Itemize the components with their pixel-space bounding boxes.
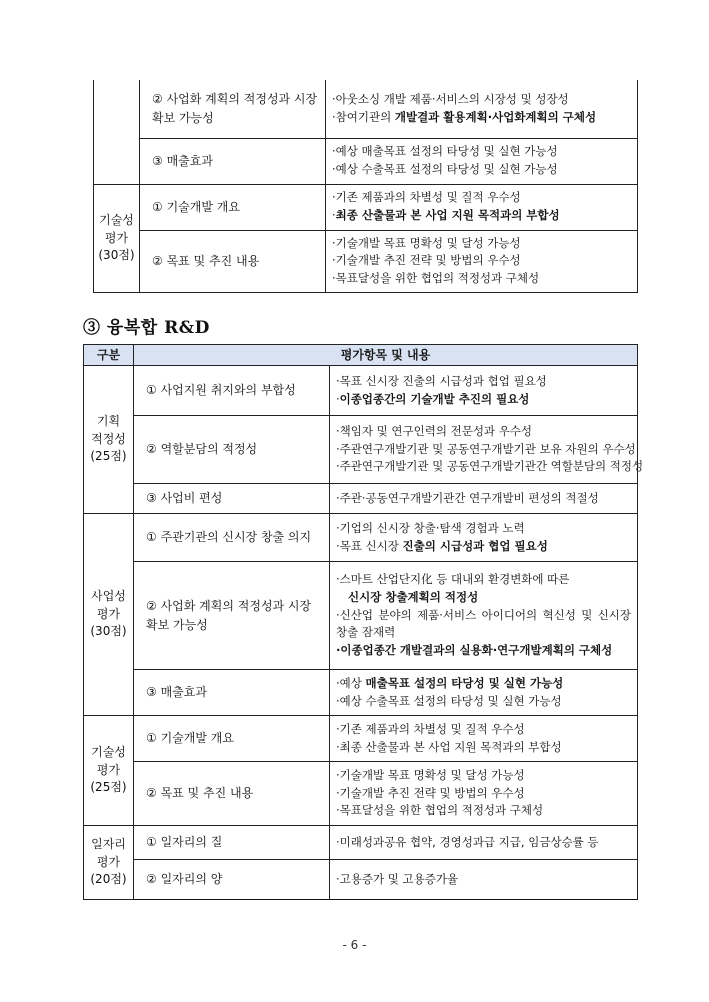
category-cell: 사업성 평가 (30점) (84, 514, 134, 716)
desc-text: ·기술개발 목표 명확성 및 달성 가능성 (332, 235, 521, 250)
desc-text: ·목표달성을 위한 협업의 적정성과 구체성 (336, 803, 544, 818)
item-cell: ③ 매출효과 (134, 670, 330, 716)
desc-line (336, 642, 631, 660)
desc-line (332, 270, 631, 288)
item-cell: ① 주관기관의 신시장 창출 의지 (134, 514, 330, 562)
item-cell: ② 사업화 계획의 적정성과 시장 확보 가능성 (140, 80, 326, 138)
page-number: - 6 - (342, 938, 367, 952)
desc-text: ·목표달성을 위한 협업의 적정성과 구체성 (332, 271, 540, 286)
category-cell (94, 80, 140, 184)
desc-text: 이종업종간의 기술개발 추진의 필요성 (339, 391, 530, 406)
desc-cell (330, 670, 638, 716)
item-cell: ① 일자리의 질 (134, 826, 330, 860)
item-cell: ③ 매출효과 (140, 138, 326, 184)
desc-line (336, 490, 631, 508)
desc-text: ·책임자 및 연구인력의 전문성과 우수성 (336, 423, 533, 438)
desc-line (332, 161, 631, 179)
item-cell: ② 목표 및 추진 내용 (134, 762, 330, 826)
desc-text: 개발결과 활용계획·사업화계획의 구체성 (394, 109, 597, 124)
desc-cell (326, 184, 638, 230)
desc-line (336, 458, 644, 476)
desc-text: ·기업의 신시장 창출·탐색 경험과 노력 (336, 520, 525, 535)
table-row (84, 670, 638, 716)
desc-line (336, 520, 631, 538)
item-cell: ① 기술개발 개요 (134, 716, 330, 762)
desc-text: ·기존 제품과의 차별성 및 질적 우수성 (332, 190, 521, 205)
desc-text: ·주관·공동연구개발기관간 연구개발비 편성의 적절성 (336, 490, 599, 505)
desc-text: ·최종 산출물과 본 사업 지원 목적과의 부합성 (336, 739, 562, 754)
desc-text: ·예상 수출목표 설정의 타당성 및 실현 가능성 (336, 693, 562, 708)
desc-cell (330, 416, 644, 484)
table-header-row (84, 345, 638, 366)
desc-text: ·신산업 분야의 제품·서비스 아이디어의 혁신성 및 신시장 창출 잠재력 (336, 607, 631, 640)
item-cell: ① 사업지원 취지와의 부합성 (134, 366, 330, 416)
desc-text: ·기존 제품과의 차별성 및 질적 우수성 (336, 721, 525, 736)
desc-cell (326, 138, 638, 184)
desc-text: ·기술개발 추진 전략 및 방법의 우수성 (332, 253, 521, 268)
desc-line (336, 607, 631, 643)
category-cell: 기술성 평가 (25점) (84, 716, 134, 826)
header-content: 평가항목 및 내용 (134, 345, 638, 366)
table-row (84, 762, 638, 826)
item-cell: ② 일자리의 양 (134, 860, 330, 900)
desc-line (336, 785, 631, 803)
item-cell: ③ 사업비 편성 (134, 484, 330, 514)
desc-line (336, 721, 631, 739)
table-row (84, 366, 638, 416)
desc-line (336, 391, 631, 409)
desc-line (336, 739, 631, 757)
desc-line (336, 538, 631, 556)
desc-text: ·이종업종간 개발결과의 실용화·연구개발계획의 구체성 (336, 643, 613, 658)
desc-line (336, 441, 636, 459)
table-row (94, 138, 638, 184)
desc-text: ·목표 신시장 (336, 538, 403, 553)
desc-line (332, 207, 631, 225)
desc-cell (330, 860, 638, 900)
category-cell: 기술성 평가 (30점) (94, 184, 140, 292)
item-cell: ② 목표 및 추진 내용 (140, 230, 326, 292)
table-row (84, 484, 638, 514)
desc-cell (330, 762, 638, 826)
item-cell: ② 역할분담의 적정성 (134, 416, 330, 484)
desc-line (332, 235, 631, 253)
desc-cell (330, 826, 638, 860)
table-row (84, 514, 638, 562)
desc-text: ·주관연구개발기관 및 공동연구개발기관간 역할분담의 적정성 (336, 459, 644, 474)
table-row (84, 826, 638, 860)
desc-text: ·예상 (336, 675, 366, 690)
desc-text: ·예상 매출목표 설정의 타당성 및 실현 가능성 (332, 144, 558, 159)
desc-text: ·목표 신시장 진출의 시급성과 협업 필요성 (336, 373, 547, 388)
desc-text: · (336, 391, 340, 406)
desc-text: ·미래성과공유 협약, 경영성과급 지급, 임금상승률 등 (336, 834, 599, 849)
desc-line (336, 423, 631, 441)
desc-line (336, 802, 631, 820)
desc-text: ·스마트 산업단지化 등 대내외 환경변화에 따른 (336, 571, 570, 586)
table-row (84, 416, 638, 484)
desc-line (332, 252, 631, 270)
desc-line (336, 675, 631, 693)
desc-text: 진출의 시급성과 협업 필요성 (402, 538, 548, 553)
desc-line (336, 693, 631, 711)
desc-line (336, 767, 631, 785)
evaluation-table-continued (93, 80, 638, 293)
table-row (84, 562, 638, 670)
evaluation-table-convergence (83, 344, 644, 900)
desc-cell (330, 562, 638, 670)
desc-cell (330, 366, 638, 416)
desc-line (332, 109, 631, 127)
desc-text: 매출목표 설정의 타당성 및 실현 가능성 (365, 675, 564, 690)
category-cell: 기획 적정성 (25점) (84, 366, 134, 514)
desc-cell (326, 230, 638, 292)
item-cell: ② 사업화 계획의 적정성과 시장 확보 가능성 (134, 562, 330, 670)
desc-line (332, 189, 631, 207)
desc-line (336, 834, 631, 852)
desc-text: · (332, 208, 336, 222)
desc-text: ·주관연구개발기관 및 공동연구개발기관 보유 자원의 우수성 (336, 441, 636, 456)
desc-line (336, 373, 631, 391)
section-title: ③ 융복합 R&D (83, 318, 210, 338)
desc-text: 신시장 창출계획의 적정성 (348, 589, 479, 604)
table-row (94, 184, 638, 230)
table-row (84, 716, 638, 762)
desc-line (332, 91, 631, 109)
desc-cell (330, 716, 638, 762)
desc-cell (330, 514, 638, 562)
item-cell: ① 기술개발 개요 (140, 184, 326, 230)
category-cell: 일자리 평가 (20점) (84, 826, 134, 900)
desc-text: ·기술개발 추진 전략 및 방법의 우수성 (336, 785, 525, 800)
desc-text: ·아웃소싱 개발 제품·서비스의 시장성 및 성장성 (332, 91, 569, 106)
header-category: 구분 (84, 345, 134, 366)
desc-text: ·기술개발 목표 명확성 및 달성 가능성 (336, 767, 525, 782)
desc-cell (326, 80, 638, 138)
desc-text: 최종 산출물과 본 사업 지원 목적과의 부합성 (335, 208, 560, 222)
desc-line (336, 589, 631, 607)
desc-cell (330, 484, 638, 514)
desc-text: ·고용증가 및 고용증가율 (336, 871, 459, 886)
desc-line (332, 143, 631, 161)
desc-text: ·참여기관의 (332, 109, 395, 124)
table-row (84, 860, 638, 900)
table-row (94, 230, 638, 292)
desc-text: ·예상 수출목표 설정의 타당성 및 실현 가능성 (332, 162, 558, 176)
desc-line (336, 871, 631, 889)
table-row (94, 80, 638, 138)
desc-line (336, 571, 631, 589)
